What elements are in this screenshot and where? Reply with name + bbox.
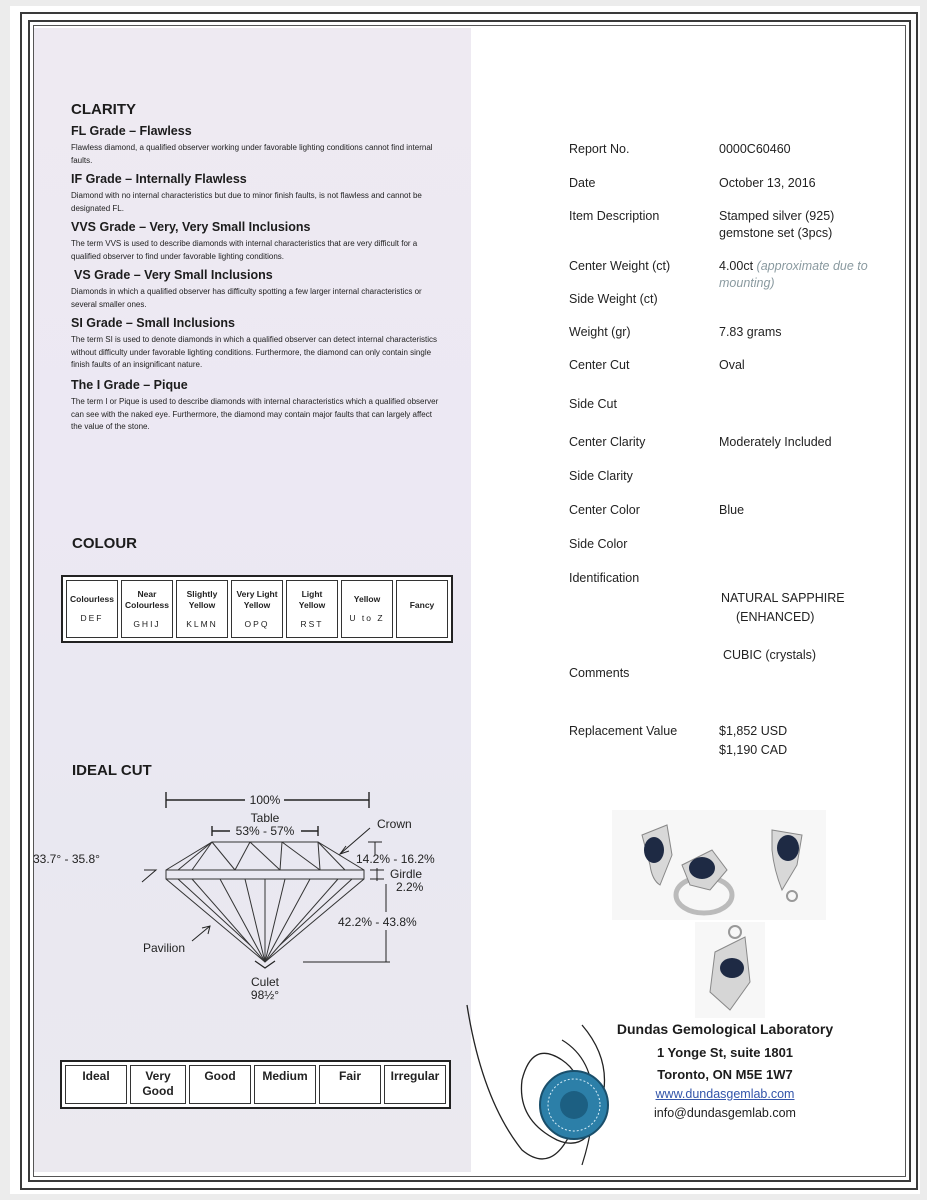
- cut-grade-table: [60, 1060, 451, 1109]
- crown-pointer: [340, 828, 370, 854]
- cut-grade-cell: Fair: [319, 1065, 381, 1104]
- colour-cell: [396, 580, 448, 638]
- i-grade-desc: The term I or Pique is used to describe diamonds with internal characteristics which a qualified observer can see with the naked eye. Furthermore, the diamond may contain major faults that can largely affect the value of the stone.: [71, 397, 439, 431]
- colour-name: Near Colourless: [125, 588, 169, 610]
- report-no-label: Report No.: [569, 142, 630, 156]
- colour-cell: [231, 580, 283, 638]
- crown-label: Crown: [377, 817, 412, 831]
- fl-grade-desc: Flawless diamond, a qualified observer working under favorable lighting conditions cannot find internal faults.: [71, 143, 433, 165]
- culet-angle-label: 98½°: [250, 988, 280, 1002]
- item-description-value-2: gemstone set (3pcs): [719, 226, 833, 240]
- clarity-heading: CLARITY: [71, 101, 136, 118]
- center-weight-value: [719, 258, 868, 275]
- vs-grade-desc: Diamonds in which a qualified observer has difficulty spotting a few larger internal characteristics or several smaller ones.: [71, 287, 422, 309]
- center-weight-amount: 4.00ct: [719, 259, 754, 273]
- vvs-grade-title: VVS Grade – Very, Very Small Inclusions: [71, 220, 311, 234]
- side-cut-label: Side Cut: [569, 397, 617, 411]
- si-grade-title: SI Grade – Small Inclusions: [71, 316, 235, 330]
- center-clarity-value: Moderately Included: [719, 435, 832, 449]
- lab-website-link[interactable]: www.dundasgemlab.com: [655, 1087, 795, 1101]
- replacement-value-cad: $1,190 CAD: [719, 743, 788, 757]
- cut-grade-cell: Good: [189, 1065, 251, 1104]
- replacement-value-usd: $1,852 USD: [719, 724, 788, 738]
- table-range-label: 53% - 57%: [235, 824, 295, 838]
- colour-name: Very Light Yellow: [236, 588, 278, 610]
- colour-name: Fancy: [409, 599, 435, 610]
- colour-name: Yellow: [353, 594, 381, 604]
- colour-name: Slightly Yellow: [186, 588, 218, 610]
- item-description-value: Stamped silver (925): [719, 209, 835, 223]
- colour-code: OPQ: [244, 618, 270, 629]
- weight-gr-value: 7.83 grams: [719, 325, 782, 339]
- colour-name: Light Yellow: [298, 588, 326, 610]
- girdle-pct-label: 2.2%: [396, 880, 424, 894]
- colour-code: U to Z: [349, 613, 385, 623]
- item-description-label: Item Description: [569, 209, 660, 223]
- pavilion-pointer: [192, 926, 210, 941]
- crown-angle-mark: [142, 870, 156, 882]
- ideal-cut-heading: IDEAL CUT: [72, 762, 152, 779]
- lab-seal-signature: [462, 1000, 622, 1175]
- girdle-bracket: [370, 868, 384, 881]
- identification-value-3: CUBIC (crystals): [723, 648, 817, 662]
- i-grade-title: The I Grade – Pique: [71, 378, 188, 392]
- identification-value-1: NATURAL SAPPHIRE: [721, 591, 845, 605]
- girdle-label: Girdle: [390, 867, 423, 881]
- date-label: Date: [569, 176, 596, 190]
- replacement-value-label: Replacement Value: [569, 724, 678, 738]
- colour-code: KLMN: [186, 618, 218, 629]
- diamond-outline: [166, 842, 364, 962]
- center-weight-note: (approximate due to: [756, 259, 868, 273]
- lab-address-line1: 1 Yonge St, suite 1801: [656, 1045, 794, 1060]
- center-weight-note-2: mounting): [719, 276, 775, 290]
- jewelry-photo-set: [612, 810, 826, 920]
- side-weight-label: Side Weight (ct): [569, 292, 658, 306]
- cut-grade-cell: Irregular: [384, 1065, 446, 1104]
- lab-email[interactable]: info@dundasgemlab.com: [654, 1106, 796, 1120]
- if-grade-title: IF Grade – Internally Flawless: [71, 172, 247, 186]
- diamond-proportions-diagram: [20, 780, 460, 1010]
- jewelry-photo-pendant: [695, 922, 765, 1018]
- center-cut-label: Center Cut: [569, 358, 630, 372]
- total-width-label: 100%: [249, 793, 281, 807]
- center-clarity-label: Center Clarity: [569, 435, 646, 449]
- si-grade-desc: The term SI is used to denote diamonds in which a qualified observer can detect internal characteristics without difficulty under favorable lighting conditions. Furthermore, the diamond can only contain single finish faults of an insignificant nature.: [71, 335, 437, 369]
- colour-code: DEF: [80, 613, 104, 623]
- lab-name: Dundas Gemological Laboratory: [616, 1021, 834, 1037]
- identification-value-2: (ENHANCED): [736, 610, 815, 624]
- colour-cell: [176, 580, 228, 638]
- colour-cell: [121, 580, 173, 638]
- pavilion-label: Pavilion: [143, 941, 186, 955]
- cut-grade-cell: Medium: [254, 1065, 316, 1104]
- colour-cell: [66, 580, 118, 638]
- cut-grade-cell: Very Good: [130, 1065, 186, 1104]
- colour-heading: COLOUR: [72, 535, 137, 552]
- center-color-value: Blue: [719, 503, 745, 517]
- side-color-label: Side Color: [569, 537, 628, 551]
- cut-grade-cell: Ideal: [65, 1065, 127, 1104]
- side-clarity-label: Side Clarity: [569, 469, 633, 483]
- center-weight-label: Center Weight (ct): [569, 259, 671, 273]
- lab-address-line2: Toronto, ON M5E 1W7: [657, 1067, 793, 1082]
- colour-cell: [341, 580, 393, 638]
- if-grade-desc: Diamond with no internal characteristics but due to minor finish faults, is not flawless and cannot be designated FL.: [71, 191, 422, 213]
- date-value: October 13, 2016: [719, 176, 816, 190]
- culet-label: Culet: [250, 975, 280, 989]
- weight-gr-label: Weight (gr): [569, 325, 631, 339]
- vs-grade-title: VS Grade – Very Small Inclusions: [74, 268, 273, 282]
- fl-grade-title: FL Grade – Flawless: [71, 124, 192, 138]
- identification-label: Identification: [569, 571, 640, 585]
- crown-height-label: 14.2% - 16.2%: [356, 852, 435, 866]
- pavilion-depth-label: 42.2% - 43.8%: [338, 915, 417, 929]
- vvs-grade-desc: The term VVS is used to describe diamonds with internal characteristics that are very difficult for a qualified observer to find under favorable lighting conditions.: [71, 239, 418, 261]
- colour-code: GHIJ: [133, 618, 161, 629]
- table-label: Table: [250, 811, 280, 825]
- report-no-value: 0000C60460: [719, 142, 791, 156]
- colour-scale-table: [61, 575, 453, 643]
- colour-cell: [286, 580, 338, 638]
- comments-label: Comments: [569, 666, 630, 680]
- center-color-label: Center Color: [569, 503, 640, 517]
- crown-angle-label: 33.7° - 35.8°: [33, 852, 100, 866]
- colour-code: RST: [300, 618, 324, 629]
- colour-name: Colourless: [70, 594, 114, 604]
- center-cut-value: Oval: [719, 358, 745, 372]
